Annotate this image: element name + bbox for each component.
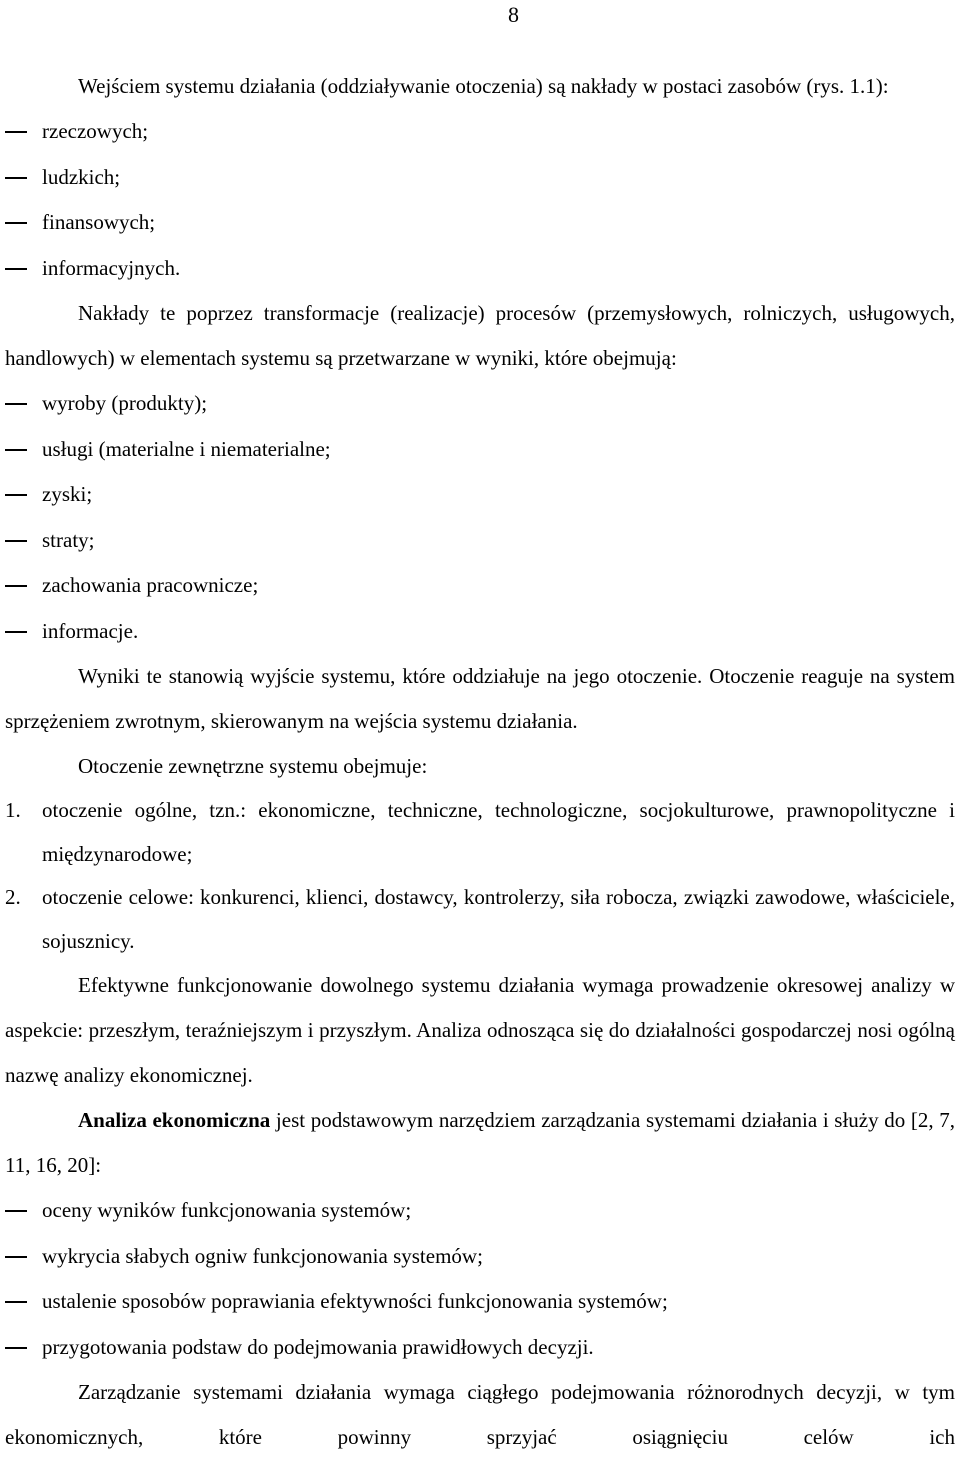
list-item [5,789,955,876]
page-number: 8 [508,2,519,27]
dash-bullet [5,1210,27,1212]
list-item [5,609,955,655]
paragraph-inputs-intro: Wejściem systemu działania (oddziaływanie otoczenia) są nakłady w postaci zasobów (rys. 1.1): [78,74,889,98]
list-item-text: wyroby (produkty); [42,391,208,415]
list-item-text: wykrycia słabych ogniw funkcjonowania systemów; [42,1243,483,1268]
list-item-text: oceny wyników funkcjonowania systemów; [42,1198,412,1222]
list-item [5,472,955,518]
list-item-text: informacje. [42,618,139,643]
dash-bullet [5,1301,27,1303]
bold-term: Analiza ekonomiczna [78,1108,271,1132]
list-item [5,427,955,473]
dash-bullet [5,540,27,542]
list-number: 1. [5,798,21,822]
list-item-text: rzeczowych; [42,119,149,143]
list-item-text: informacyjnych. [42,255,181,280]
dash-bullet [5,403,27,405]
list-item [5,1325,955,1371]
dash-bullet [5,177,27,179]
paragraph-management: Zarządzanie systemami działania wymaga ciągłego podejmowania różnorodnych decyzji, w tym ekonomicznych, które powinny sprzyjać osiągnięciu celów ich [5,1380,955,1449]
list-item [5,200,955,246]
list-item-text: ludzkich; [42,164,121,189]
list-item-text: otoczenie ogólne, tzn.: ekonomiczne, techniczne, technologiczne, socjokulturowe, prawnopolityczne i międzynarodowe; [42,798,955,866]
list-item-text: finansowych; [42,210,156,234]
list-item-text: zachowania pracownicze; [42,573,259,597]
dash-bullet [5,494,27,496]
dash-bullet [5,222,27,224]
dash-bullet [5,1347,27,1349]
list-item [5,1279,955,1325]
paragraph-feedback: Wyniki te stanowią wyjście systemu, które oddziałuje na jego otoczenie. Otoczenie reaguje na system sprzężeniem zwrotnym, skierowanym na wejścia systemu działania. [5,664,955,733]
purposes-list [5,1188,955,1370]
document-body [5,64,955,1460]
list-item [5,155,955,201]
list-item [5,518,955,564]
outputs-list [5,381,955,654]
paragraph-analysis-need: Efektywne funkcjonowanie dowolnego systemu działania wymaga prowadzenie okresowej analizy w aspekcie: przeszłym, teraźniejszym i przyszłym. Analiza odnosząca się do działalności gospodarczej nosi ogólną nazwę analizy ekonomicznej. [5,973,955,1087]
dash-bullet [5,268,27,270]
list-item [5,381,955,427]
list-item-text: otoczenie celowe: konkurenci, klienci, dostawcy, kontrolerzy, siła robocza, związki zawodowe, właściciele, sojusznicy. [42,885,955,953]
list-item-text: przygotowania podstaw do podejmowania prawidłowych decyzji. [42,1334,594,1359]
paragraph-text: jest podstawowym narzędziem zarządzania systemami działania i służy do [2, 7, 11, 16, 20]: [5,1108,955,1177]
dash-bullet [5,631,27,633]
list-item-text: zyski; [42,482,93,506]
environment-list [5,789,955,963]
list-item [5,876,955,963]
list-item [5,109,955,155]
dash-bullet [5,449,27,451]
dash-bullet [5,585,27,587]
list-item-text: ustalenie sposobów poprawiania efektywności funkcjonowania systemów; [42,1289,668,1313]
list-item [5,1188,955,1234]
list-item-text: straty; [42,527,95,552]
list-item [5,246,955,292]
list-item [5,1234,955,1280]
list-item [5,563,955,609]
paragraph-analysis-definition [5,1098,955,1188]
list-item-text: usługi (materialne i niematerialne; [42,436,331,461]
dash-bullet [5,1256,27,1258]
inputs-list [5,109,955,291]
paragraph-transformation: Nakłady te poprzez transformacje (realizacje) procesów (przemysłowych, rolniczych, usługowych, handlowych) w elementach systemu są przetwarzane w wyniki, które obejmują: [5,301,955,370]
list-number: 2. [5,885,21,909]
dash-bullet [5,131,27,133]
paragraph-environment-intro: Otoczenie zewnętrzne systemu obejmuje: [78,754,428,778]
